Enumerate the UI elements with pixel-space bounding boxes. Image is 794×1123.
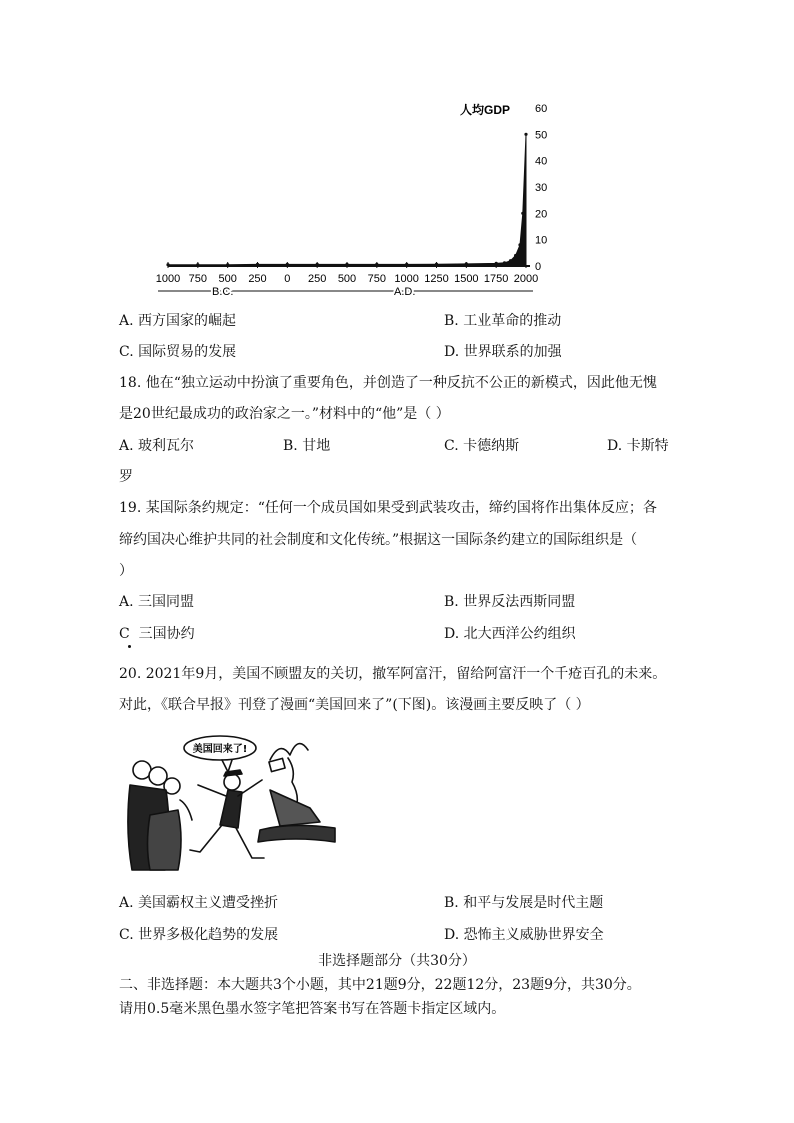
q18-option-b: B. 甘地 bbox=[283, 438, 331, 454]
q20-option-d: D. 恐怖主义威胁世界安全 bbox=[444, 927, 604, 943]
q20-stem-line1: 20. 2021年9月，美国不顾盟友的关切，撤军阿富汗，留给阿富汗一个千疮百孔的未来。 bbox=[119, 666, 667, 682]
q18-option-d-wrap: 罗 bbox=[119, 469, 133, 485]
soldier-figure-icon bbox=[190, 770, 264, 858]
q19-option-c: C 三国协约 bbox=[119, 626, 195, 642]
q19-stem-line3: ） bbox=[119, 563, 133, 579]
q17-option-d: D. 世界联系的加强 bbox=[444, 344, 562, 360]
q20-option-b: B. 和平与发展是时代主题 bbox=[444, 895, 604, 911]
x-tick-label: 1500 bbox=[454, 273, 479, 285]
gdp-point bbox=[514, 254, 517, 257]
x-tick-label: 1750 bbox=[483, 273, 509, 285]
q18-stem-line1: 18. 他在“独立运动中扮演了重要角色，并创造了一种反抗不公正的新模式，因此他无愧 bbox=[119, 375, 657, 391]
q19-stem-line2: 缔约国决心维护共同的社会制度和文化传统。”根据这一国际条约建立的国际组织是（ bbox=[119, 532, 638, 548]
q20-stem-line2: 对此，《联合早报》刊登了漫画“美国回来了”(下图)。该漫画主要反映了（ ） bbox=[119, 697, 590, 713]
q20-option-c: C. 世界多极化趋势的发展 bbox=[119, 927, 279, 943]
gdp-point bbox=[509, 259, 512, 262]
x-tick-label: 500 bbox=[337, 273, 357, 285]
fallen-figure-icon bbox=[258, 744, 335, 842]
q17-option-c: C. 国际贸易的发展 bbox=[119, 344, 237, 360]
section2-instruction-line1: 二、非选择题：本大题共3个小题，其中21题9分，22题12分，23题9分，共30分。 bbox=[119, 977, 641, 993]
q19-option-a: A. 三国同盟 bbox=[119, 594, 195, 610]
x-tick-label: 750 bbox=[367, 273, 387, 285]
x-tick-label: 250 bbox=[248, 273, 267, 285]
era-label-bc: B.C. bbox=[212, 286, 234, 298]
q19-option-d: D. 北大西洋公约组织 bbox=[444, 626, 576, 642]
y-tick-label: 0 bbox=[535, 261, 542, 273]
y-tick-label: 30 bbox=[535, 182, 548, 194]
x-tick-label: 500 bbox=[218, 273, 237, 285]
x-tick-label: 1000 bbox=[394, 273, 419, 285]
cartoon-america-is-back bbox=[120, 730, 340, 880]
q17-option-b: B. 工业革命的推动 bbox=[444, 313, 562, 329]
gdp-point bbox=[503, 261, 506, 264]
x-tick-label: 1000 bbox=[155, 273, 181, 285]
section2-heading: 非选择题部分（共30分） bbox=[318, 953, 476, 969]
gdp-point bbox=[518, 243, 521, 246]
q19-stem-line1: 19. 某国际条约规定：“任何一个成员国如果受到武装攻击，缔约国将作出集体反应；各 bbox=[119, 500, 657, 516]
crowd-figures-icon bbox=[128, 761, 192, 870]
y-tick-label: 50 bbox=[535, 129, 548, 142]
era-label-ad: A.D. bbox=[394, 286, 416, 298]
q18-option-d: D. 卡斯特 bbox=[607, 438, 669, 454]
q18-stem-line2: 是20世纪最成功的政治家之一。”材料中的“他”是（ ） bbox=[119, 406, 450, 422]
chart-ylabel: 人均GDP bbox=[460, 103, 511, 117]
q20-option-a: A. 美国霸权主义遭受挫折 bbox=[119, 895, 279, 911]
y-tick-label: 20 bbox=[535, 208, 548, 221]
q19-option-c-dot bbox=[128, 645, 131, 648]
gdp-point bbox=[524, 133, 527, 136]
gdp-chart bbox=[140, 96, 560, 301]
x-tick-label: 0 bbox=[284, 273, 291, 285]
q19-option-b: B. 世界反法西斯同盟 bbox=[444, 594, 576, 610]
x-tick-label: 750 bbox=[188, 273, 208, 285]
y-tick-label: 60 bbox=[535, 103, 548, 115]
q18-option-a: A. 玻利瓦尔 bbox=[119, 438, 195, 454]
speech-bubble-text: 美国回来了! bbox=[192, 744, 248, 755]
gdp-area bbox=[168, 134, 526, 266]
x-tick-label: 2000 bbox=[513, 273, 539, 285]
y-tick-label: 10 bbox=[535, 234, 548, 247]
x-tick-label: 1250 bbox=[424, 273, 449, 285]
section2-instruction-line2: 请用0.5毫米黑色墨水签字笔把答案书写在答题卡指定区域内。 bbox=[119, 1001, 506, 1017]
q18-option-c: C. 卡德纳斯 bbox=[444, 438, 520, 454]
gdp-point bbox=[521, 212, 524, 215]
y-tick-label: 40 bbox=[535, 155, 548, 168]
q17-option-a: A. 西方国家的崛起 bbox=[119, 313, 237, 329]
x-tick-label: 250 bbox=[307, 273, 327, 285]
